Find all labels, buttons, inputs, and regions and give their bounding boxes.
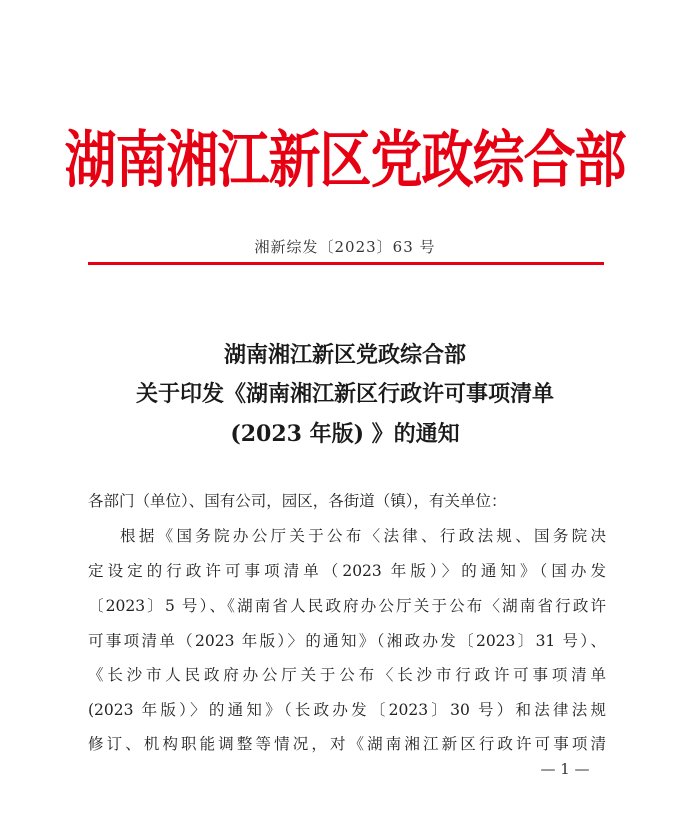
red-header-rule [88, 262, 604, 265]
notice-title-line-2: 关于印发《湖南湘江新区行政许可事项清单 [135, 381, 554, 407]
body-line-6: (2023 年版）〉的通知》（长政办发〔2023〕30 号）和法律法规 [88, 701, 606, 719]
body-line-2: 定设定的行政许可事项清单（2023 年版）〉的通知》（国办发 [88, 562, 606, 580]
body-line-7: 修订、机构职能调整等情况，对《湖南湘江新区行政许可事项清 [88, 735, 606, 753]
notice-title-line-1: 湖南湘江新区党政综合部 [223, 342, 466, 368]
document-number: 湘新综发〔2023〕63 号 [254, 238, 436, 256]
body-line-3: 〔2023〕5 号）、《湖南省人民政府办公厅关于公布〈湖南省行政许 [88, 597, 606, 615]
notice-title-line-3: (2023 年版) 》的通知 [230, 421, 460, 447]
page-number: — 1 — [540, 760, 590, 778]
issuing-org-title: 湖南湘江新区党政综合部 [64, 124, 626, 197]
body-line-5: 《长沙市人民政府办公厅关于公布〈长沙市行政许可事项清单 [88, 666, 606, 684]
body-line-1: 根据《国务院办公厅关于公布〈法律、行政法规、国务院决 [120, 527, 606, 545]
body-line-4: 可事项清单（2023 年版）〉的通知》（湘政办发〔2023〕31 号）、 [88, 632, 606, 650]
addressee-line: 各部门（单位）、国有公司，园区，各街道（镇），有关单位： [88, 492, 507, 510]
